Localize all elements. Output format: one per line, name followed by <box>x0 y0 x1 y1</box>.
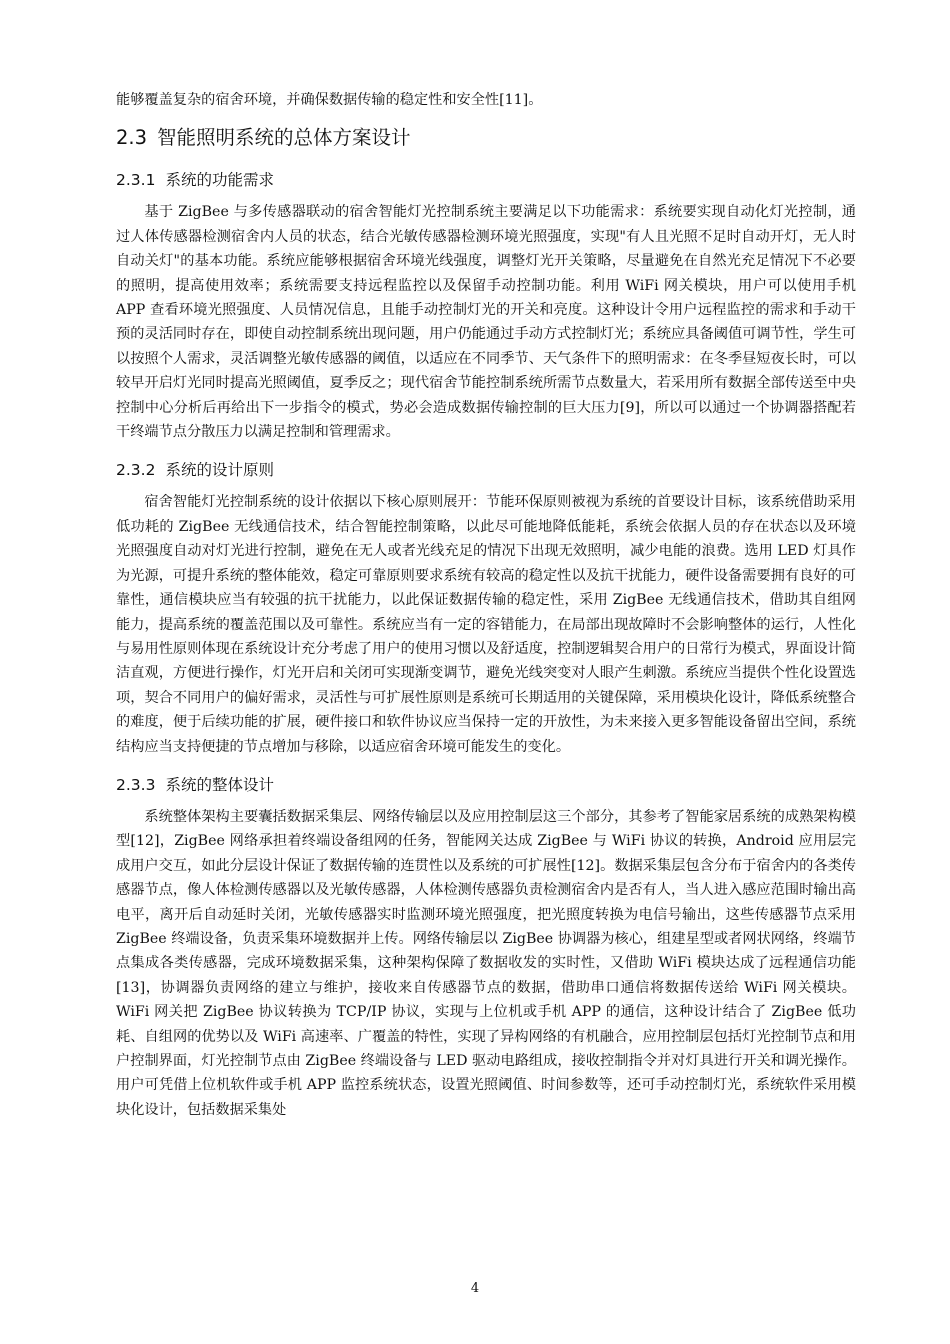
subsection-heading-design-principles <box>116 458 856 482</box>
paragraph-functional-requirements: 基于 ZigBee 与多传感器联动的宿舍智能灯光控制系统主要满足以下功能需求：系统要实现自动化灯光控制，通过人体传感器检测宿舍内人员的状态，结合光敏传感器检测环境光照强度，实现"有人且光照不足时自动开灯，无人时自动关灯"的基本功能。系统应能够根据宿舍环境光线强度，调整灯光开关策略，尽量避免在自然光充足情况下不必要的照明，提高使用效率；系统需要支持远程监控以及保留手动控制功能。利用 WiFi 网关模块，用户可以使用手机 APP 查看环境光照强度、人员情况信息，且能手动控制灯光的开关和亮度。这种设计令用户远程监控的需求和手动干预的灵活同时存在，即使自动控制系统出现问题，用户仍能通过手动方式控制灯光；系统应具备阈值可调节性，学生可以按照个人需求，灵活调整光敏传感器的阈值，以适应在不同季节、天气条件下的照明需求：在冬季昼短夜长时，可以较早开启灯光同时提高光照阈值，夏季反之；现代宿舍节能控制系统所需节点数量大，若采用所有数据全部传送至中央控制中心分析后再给出下一步指令的模式，势必会造成数据传输控制的巨大压力[9]，所以可以通过一个协调器搭配若干终端节点分散压力以满足控制和管理需求。 <box>116 204 856 441</box>
subsection-title: 系统的设计原则 <box>165 461 274 480</box>
subsection-heading-overall-design <box>116 773 856 797</box>
page-content <box>116 88 856 1122</box>
subsection-number: 2.3.1 <box>116 171 156 190</box>
subsection-title: 系统的功能需求 <box>165 171 274 190</box>
top-paragraph: 能够覆盖复杂的宿舍环境，并确保数据传输的稳定性和安全性[11]。 <box>116 92 543 108</box>
page-number: 4 <box>470 1281 480 1296</box>
section-title: 智能照明系统的总体方案设计 <box>157 126 411 150</box>
subsection-heading-functional-requirements <box>116 168 856 192</box>
section-number: 2.3 <box>116 126 148 150</box>
subsection-number: 2.3.2 <box>116 461 156 480</box>
section-heading <box>116 124 856 152</box>
paragraph-overall-design: 系统整体架构主要囊括数据采集层、网络传输层以及应用控制层这三个部分，其参考了智能家居系统的成熟架构模型[12]，ZigBee 网络承担着终端设备组网的任务，智能网关达成 ZigBee 与 WiFi 协议的转换，Android 应用层完成用户交互，如此分层设计保证了数据传输的连贯性以及系统的可扩展性[12]。数据采集层包含分布于宿舍内的各类传感器节点，像人体检测传感器以及光敏传感器，人体检测传感器负责检测宿舍内是否有人，当人进入感应范围时输出高电平，离开后自动延时关闭，光敏传感器实时监测环境光照强度，把光照度转换为电信号输出，这些传感器节点采用 ZigBee 终端设备，负责采集环境数据并上传。网络传输层以 ZigBee 协调器为核心，组建星型或者网状网络，终端节点集成各类传感器，完成环境数据采集，这种架构保障了数据收发的实时性，又借助 WiFi 模块达成了远程通信功能[13]，协调器负责网络的建立与维护，接收来自传感器节点的数据，借助串口通信将数据传送给 WiFi 网关模块。WiFi 网关把 ZigBee 协议转换为 TCP/IP 协议，实现与上位机或手机 APP 的通信，这种设计结合了 ZigBee 低功耗、自组网的优势以及 WiFi 高速率、广覆盖的特性，实现了异构网络的有机融合，应用控制层包括灯光控制节点和用户控制界面，灯光控制节点由 ZigBee 终端设备与 LED 驱动电路组成，接收控制指令并对灯具进行开关和调光操作。用户可凭借上位机软件或手机 APP 监控系统状态，设置光照阈值、时间参数等，还可手动控制灯光，系统软件采用模块化设计，包括数据采集处 <box>116 808 856 1118</box>
subsection-title: 系统的整体设计 <box>165 775 274 794</box>
subsection-number: 2.3.3 <box>116 775 156 794</box>
paragraph-design-principles: 宿舍智能灯光控制系统的设计依据以下核心原则展开：节能环保原则被视为系统的首要设计目标，该系统借助采用低功耗的 ZigBee 无线通信技术，结合智能控制策略，以此尽可能地降低能耗，系统会依据人员的存在状态以及环境光照强度自动对灯光进行控制，避免在无人或者光线充足的情况下出现无效照明，减少电能的浪费。选用 LED 灯具作为光源，可提升系统的整体能效，稳定可靠原则要求系统有较高的稳定性以及抗干扰能力，硬件设备需要拥有良好的可靠性，通信模块应当有较强的抗干扰能力，以此保证数据传输的稳定性，采用 ZigBee 无线通信技术，借助其自组网能力，提高系统的覆盖范围以及可靠性。系统应当有一定的容错能力，在局部出现故障时不会影响整体的运行，人性化与易用性原则体现在系统设计充分考虑了用户的使用习惯以及舒适度，控制逻辑契合用户的日常行为模式，界面设计简洁直观，方便进行操作，灯光开启和关闭可实现渐变调节，避免光线突变对人眼产生刺激。系统应当提供个性化设置选项，契合不同用户的偏好需求，灵活性与可扩展性原则是系统可长期适用的关键保障，采用模块化设计，降低系统整合的难度，便于后续功能的扩展，硬件接口和软件协议应当保持一定的开放性，为未来接入更多智能设备留出空间，系统结构应当支持便捷的节点增加与移除，以适应宿舍环境可能发生的变化。 <box>116 494 856 755</box>
